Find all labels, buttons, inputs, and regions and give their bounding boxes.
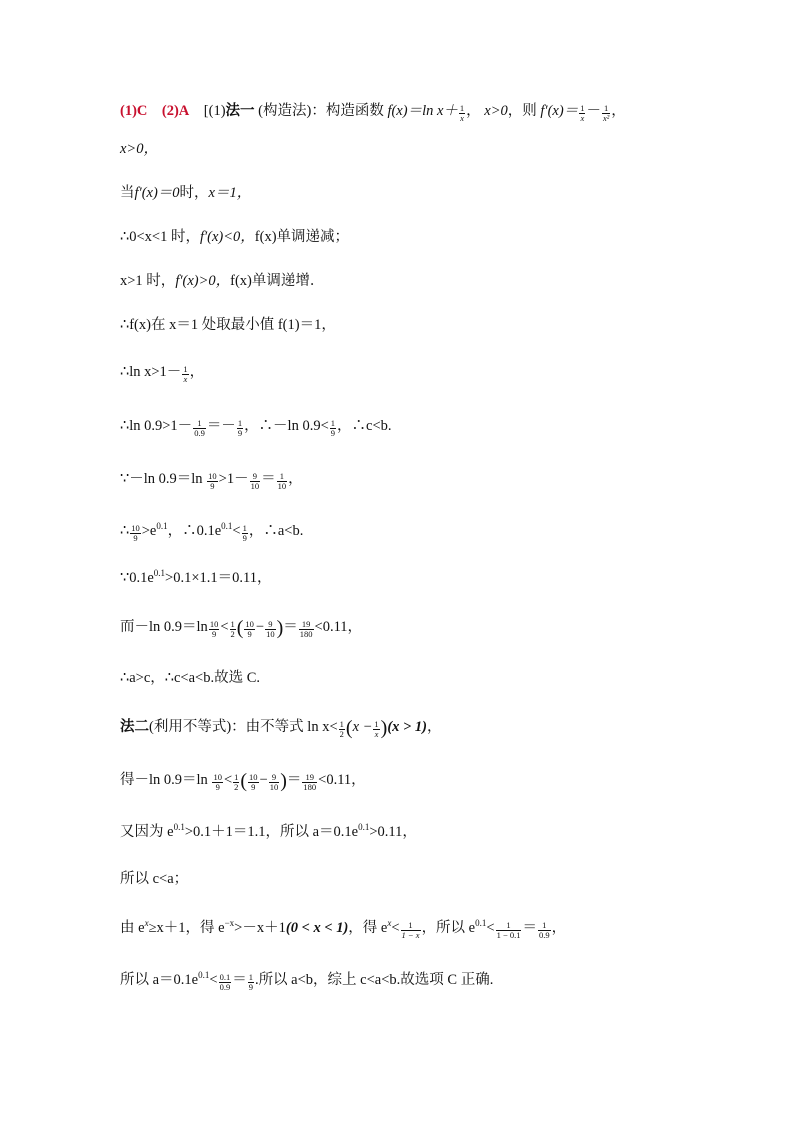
product-text: ，∴0.1e [167,523,222,539]
fraction-10-over-9: $\frac{10}{9}$ [131,523,140,543]
then-text: ，则 [507,103,537,119]
fraction-1-over-09: $\frac{1}{0.9}$ [194,418,205,438]
equals-minus: ＝－ [206,418,236,434]
fraction-01-over-09: $\frac{0.1}{0.9}$ [219,972,231,992]
bound-text: <0.11， [314,619,363,635]
so-e-text: ，所以 e [421,920,476,936]
equals-text: ＝ [286,772,302,788]
also-text: 又因为 e [120,824,174,840]
monotone-increasing: f(x)单调递增． [230,273,325,289]
from-e-text: 由 e [120,920,145,936]
derivative-zero: f′(x)＝0 [134,185,180,201]
fraction-9-over-10: $\frac{9}{10}$ [266,619,275,639]
derivative-positive: f′(x)>0， [175,273,231,289]
fraction-1-over-1-minus-x: $\frac{1}{1 - x}$ [401,920,420,940]
because-product: ∵0.1e [120,570,154,586]
method-2-note: (利用不等式) [149,719,232,735]
solution-line-13: ∴a>c，∴c<a<b.故选 C. [120,670,261,686]
equals-text: ＝ [522,920,537,936]
less-text: < [232,523,241,539]
bound-text: <0.11， [318,772,366,788]
minus-sign: － [586,103,601,119]
fraction-1-over-2: $\frac{1}{2}$ [339,719,344,739]
solution-line-6: ∴f(x)在 x＝1 处取最小值 f(1)＝1， [120,317,336,333]
solution-line-16 [120,822,417,842]
method-2-label: 法二 [120,719,149,735]
so-a-text: 所以 a＝0.1e [120,972,199,988]
derivative-def: f′(x)＝ [540,103,579,119]
function-def: f(x)＝ln x＋ [387,103,458,119]
condition: (0 < x < 1) [285,920,349,936]
fraction-1-over-x: $\frac{1}{x}$ [459,103,465,123]
exponent: 0.1 [153,568,166,578]
less-text: < [209,972,218,988]
therefore-text: ∴ [120,523,130,539]
ln09-text: ∴ln 0.9>1－ [120,418,193,434]
comma-text: ， [427,719,442,735]
solution-line-11 [120,568,272,588]
time-text: 时， [179,185,209,201]
less-text: < [223,772,233,788]
equals-text: ＝ [283,619,298,635]
greater-e-text: >e [141,523,157,539]
solution-line-15 [120,770,366,792]
inequality-text: ：由不等式 ln x< [231,719,338,735]
exponent: 0.1 [198,970,210,980]
fraction-10-over-9: $\frac{10}{9}$ [213,772,222,792]
solution-line-5 [120,271,324,291]
derive-text: 得－ln 0.9＝ln [120,772,208,788]
whereas-text: 而－ln 0.9＝ln [120,619,208,635]
less-text: < [220,619,229,635]
so-a-text: >0.1＋1＝1.1，所以 a＝0.1e [184,824,359,840]
conclusion-text: .所以 a<b，综上 c<a<b.故选项 C 正确. [254,972,494,988]
fraction-1-over-x: $\frac{1}{x}$ [374,719,379,739]
exponent: 0.1 [156,521,168,531]
construct-text: ：构造函数 [311,103,384,119]
greater-text: >1－ [218,471,249,487]
fraction-1-over-x: $\frac{1}{x}$ [183,364,188,384]
minus-sign: − [255,619,265,635]
paren-left: ( [345,717,353,739]
solution-line-19 [120,970,493,992]
exponent: x [144,918,149,928]
interval-increasing: x>1 时， [120,273,176,289]
fraction-10-over-9: $\frac{10}{9}$ [245,619,254,639]
solution-line-10 [120,521,303,543]
derive-e-text: ，得 e [348,920,388,936]
fraction-10-over-9: $\frac{10}{9}$ [249,772,258,792]
solution-line-2: x>0， [120,141,158,157]
solution-line-4 [120,227,349,247]
domain-cond: x>0 [484,103,508,119]
x-minus: x − [352,719,373,735]
fraction-1-over-9: $\frac{1}{9}$ [248,972,253,992]
paren-right: ) [280,770,287,792]
fraction-19-over-180: $\frac{19}{180}$ [303,772,317,792]
fraction-19-over-180: $\frac{19}{180}$ [299,619,313,639]
fraction-1-over-09: $\frac{1}{0.9}$ [538,920,550,940]
because-text: ∵－ln 0.9＝ln [120,471,203,487]
solution-line-8 [120,416,392,438]
answer-1: (1)C [120,103,148,119]
ln-inequality: ∴ln x>1－ [120,364,182,380]
interval-decreasing: ∴0<x<1 时， [120,229,200,245]
exponent: 0.1 [475,918,487,928]
answer-2: (2)A [161,103,190,119]
solution-line-1: (1)C (2)A [(1)法一 (构造法)：构造函数 f(x)＝ln x＋ $\frac{1}{x}$ ， x>0，则 f′(x)＝ $\frac{1}{x}$ － $\frac{1}{\text{x²}}$ ， [120,103,626,123]
less-text: < [486,920,495,936]
solution-line-12 [120,617,362,639]
equals-text: ＝ [261,471,276,487]
derivative-negative: f′(x)<0， [199,229,255,245]
equals-text: ＝ [232,972,247,988]
fraction-1-over-x2: $\frac{1}{\text{x²}}$ [602,103,610,123]
x-equals-1: x＝1， [208,185,252,201]
c-less-b: ，∴c<b. [337,418,392,434]
fraction-1-over-9: $\frac{1}{9}$ [237,418,243,438]
monotone-decreasing: f(x)单调递减； [254,229,350,245]
comma-text: ， [551,920,567,936]
fraction-9-over-10: $\frac{9}{10}$ [269,772,279,792]
bound-text: >0.1×1.1＝0.11， [165,570,272,586]
solution-line-14 [120,717,442,739]
fraction-9-over-10: $\frac{9}{10}$ [250,471,260,491]
exponent: 0.1 [173,822,185,832]
when-text: 当 [120,185,135,201]
fraction-10-over-9: $\frac{10}{9}$ [209,619,219,639]
exponent: 0.1 [358,822,370,832]
solution-line-9 [120,469,303,491]
condition: (x > 1) [387,719,428,735]
fraction-1-over-2: $\frac{1}{2}$ [230,619,235,639]
exponent: 0.1 [221,521,233,531]
fraction-10-over-9: $\frac{10}{9}$ [208,471,217,491]
exponent: −x [224,918,235,928]
solution-line-18 [120,918,566,940]
solution-line-7: ∴ln x>1－ $\frac{1}{x}$ ， [120,364,205,384]
paren-left: ( [240,770,248,792]
fraction-1-over-1-minus-01: $\frac{1}{1 - 0.1}$ [496,920,521,940]
minus-ln09-text: ，∴－ln 0.9< [244,418,329,434]
a-less-b: ，∴a<b. [248,523,304,539]
less-text: < [391,920,400,936]
paren-right: ) [276,617,284,639]
paren-right: ) [380,717,388,739]
fraction-1-over-x: $\frac{1}{x}$ [580,103,585,123]
geq-text: ≥x＋1，得 e [148,920,225,936]
fraction-1-over-9: $\frac{1}{9}$ [242,523,247,543]
minus-sign: − [259,772,268,788]
fraction-1-over-2: $\frac{1}{2}$ [234,772,239,792]
comma-text: ， [288,471,303,487]
solution-line-3 [120,183,251,203]
paren-left: ( [236,617,244,639]
method-1-note: (构造法) [258,103,312,119]
gt-text: >－x＋1 [234,920,286,936]
fraction-1-over-10: $\frac{1}{10}$ [277,471,287,491]
bracket-label: [(1) [203,103,226,119]
exponent: x [387,918,392,928]
fraction-1-over-9: $\frac{1}{9}$ [330,418,336,438]
method-1-label: 法一 [225,103,255,119]
bound-text: >0.11， [369,824,417,840]
solution-line-17: 所以 c<a； [120,871,189,887]
